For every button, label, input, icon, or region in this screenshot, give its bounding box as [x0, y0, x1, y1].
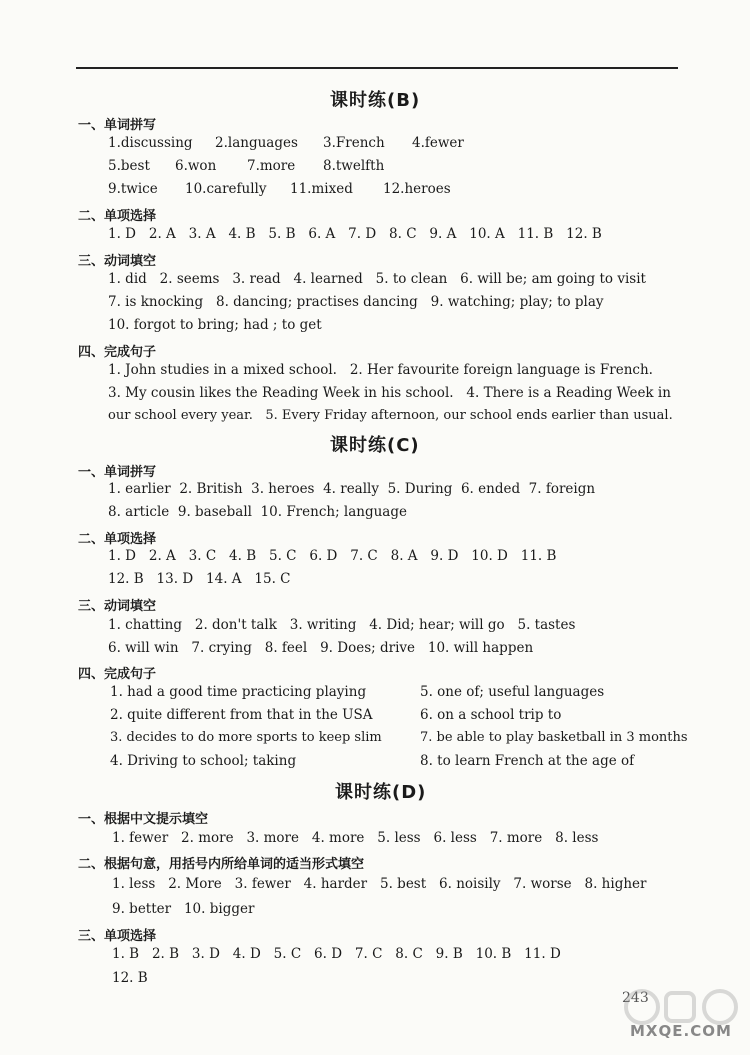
b-part1-heading: 一、单词拼写 — [78, 118, 157, 133]
b-part4-heading: 四、完成句子 — [78, 345, 157, 360]
answer-line: 12. B 13. D 14. A 15. C — [108, 571, 291, 587]
d-part2-heading: 二、根据句意，用括号内所给单词的适当形式填空 — [78, 857, 365, 872]
answer-line: our school every year. 5. Every Friday afternoon, our school ends earlier than usual. — [108, 408, 673, 423]
answer: 12.heroes — [383, 181, 451, 197]
answer-line: 1. D 2. A 3. C 4. B 5. C 6. D 7. C 8. A 9. D 10. D 11. B — [108, 548, 557, 564]
answer-line: 1. chatting 2. don't talk 3. writing 4. Did; hear; will go 5. tastes — [108, 617, 576, 633]
answer: 11.mixed — [290, 181, 353, 197]
answer-line: 1. did 2. seems 3. read 4. learned 5. to clean 6. will be; am going to visit — [108, 271, 646, 287]
answer-line: 8. article 9. baseball 10. French; language — [108, 504, 407, 520]
answer: 9.twice — [108, 181, 158, 197]
c-part2-heading: 二、单项选择 — [78, 532, 157, 547]
section-c-title: 课时练(C) — [330, 435, 420, 456]
d-part3-heading: 三、单项选择 — [78, 929, 157, 944]
answer-line: 6. will win 7. crying 8. feel 9. Does; drive 10. will happen — [108, 640, 534, 656]
answer-line: 1. John studies in a mixed school. 2. Her favourite foreign language is French. — [108, 362, 653, 378]
answer: 7. be able to play basketball in 3 months — [420, 730, 688, 745]
answer-line: 1. less 2. More 3. fewer 4. harder 5. best 6. noisily 7. worse 8. higher — [112, 876, 647, 892]
answer: 1.discussing — [108, 135, 193, 151]
c-part4-heading: 四、完成句子 — [78, 667, 157, 682]
answer: 7.more — [247, 158, 296, 174]
b-part2-answers: 1. D 2. A 3. A 4. B 5. B 6. A 7. D 8. C 9. A 10. A 11. B 12. B — [108, 226, 602, 242]
top-rule — [76, 67, 678, 69]
answer: 1. had a good time practicing playing — [110, 684, 367, 700]
answer-line: 12. B — [112, 970, 148, 986]
answer-line: 1. earlier 2. British 3. heroes 4. really 5. During 6. ended 7. foreign — [108, 481, 596, 497]
answer: 8.twelfth — [323, 158, 385, 174]
answer: 3.French — [323, 135, 385, 151]
answer-line: 3. My cousin likes the Reading Week in his school. 4. There is a Reading Week in — [108, 385, 671, 401]
page-number: 243 — [622, 990, 649, 1006]
b-part3-heading: 三、动词填空 — [78, 254, 157, 269]
answer-line: 1. B 2. B 3. D 4. D 5. C 6. D 7. C 8. C 9. B 10. B 11. D — [112, 946, 561, 962]
answer: 6. on a school trip to — [420, 707, 562, 723]
answer: 5. one of; useful languages — [420, 684, 605, 700]
answer: 8. to learn French at the age of — [420, 753, 635, 769]
answer: 3. decides to do more sports to keep slim — [110, 730, 382, 745]
d-part1-answers: 1. fewer 2. more 3. more 4. more 5. less 6. less 7. more 8. less — [112, 830, 599, 846]
answer: 6.won — [175, 158, 217, 174]
c-part1-heading: 一、单词拼写 — [78, 465, 157, 480]
section-d-title: 课时练(D) — [335, 782, 427, 803]
answer: 2. quite different from that in the USA — [110, 707, 373, 723]
section-b-title: 课时练(B) — [330, 90, 421, 111]
answer-line: 7. is knocking 8. dancing; practises dancing 9. watching; play; to play — [108, 294, 604, 310]
answer: 5.best — [108, 158, 150, 174]
d-part1-heading: 一、根据中文提示填空 — [78, 812, 209, 827]
c-part3-heading: 三、动词填空 — [78, 599, 157, 614]
watermark-text: MXQE.COM — [630, 1022, 732, 1040]
answer: 4.fewer — [412, 135, 464, 151]
answer-line: 9. better 10. bigger — [112, 901, 255, 917]
answer-line: 10. forgot to bring; had ; to get — [108, 317, 322, 333]
b-part2-heading: 二、单项选择 — [78, 209, 157, 224]
answer: 2.languages — [215, 135, 298, 151]
answer: 10.carefully — [185, 181, 267, 197]
answer: 4. Driving to school; taking — [110, 753, 297, 769]
